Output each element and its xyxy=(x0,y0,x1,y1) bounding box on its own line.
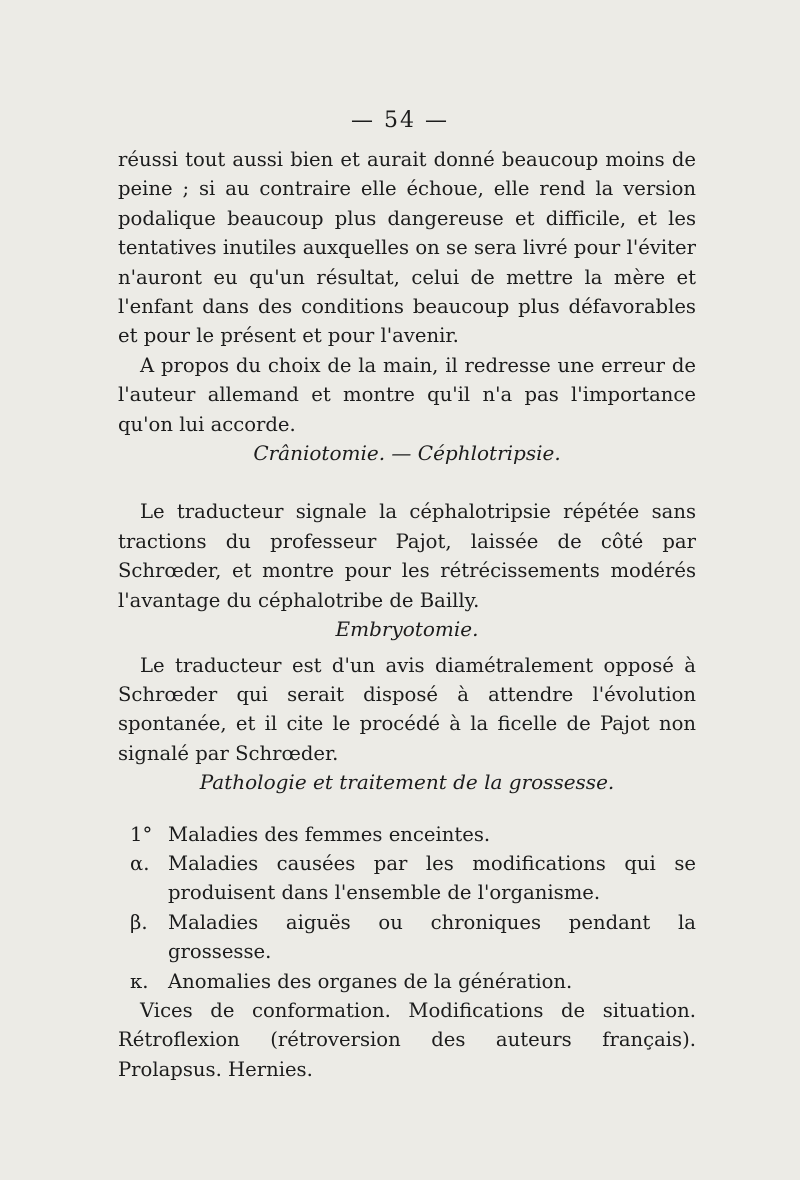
paragraph-vices-conformation: Vices de conformation. Modifications de situation. Rétroflexion (rétroversion des auteurs français). Prolapsus. Hernies. xyxy=(118,998,696,1081)
list-item-text: Maladies causées par les modifications qui se produisent dans l'ensemble de l'organisme. xyxy=(168,851,696,905)
list-item-text: Maladies aiguës ou chroniques pendant la grossesse. xyxy=(168,910,696,964)
list-item xyxy=(118,908,696,967)
paragraph-choix-main: A propos du choix de la main, il redresse une erreur de l'auteur allemand et montre qu'il n'a pas l'importance qu'on lui accorde. xyxy=(118,353,696,436)
list-marker: α. xyxy=(130,851,150,875)
list-item xyxy=(118,967,696,996)
list-item xyxy=(118,849,696,908)
page-body xyxy=(118,145,696,1084)
list-item-text: Maladies des femmes enceintes. xyxy=(168,822,491,846)
list-item xyxy=(118,820,696,849)
paragraph-cephalotripsie: Le traducteur signale la céphalotripsie répétée sans tractions du professeur Pajot, laissée de côté par Schrœder, et montre pour les rétrécissements modérés l'avantage du céphalotribe de Bailly. xyxy=(118,500,696,612)
page-number: — 54 — xyxy=(351,108,449,133)
list-marker: 1° xyxy=(130,822,153,846)
section-heading-embryotomie: Embryotomie. xyxy=(335,617,479,642)
section-heading-pathologie: Pathologie et traitement de la grossesse. xyxy=(199,770,615,795)
list-item-text: Anomalies des organes de la génération. xyxy=(168,969,573,993)
spacer xyxy=(118,798,696,820)
section-heading-craniotomie: Crâniotomie. — Céphlotripsie. xyxy=(253,441,561,466)
spacer xyxy=(118,468,696,497)
paragraph-embryotomie: Le traducteur est d'un avis diamétralement opposé à Schrœder qui serait disposé à attendre l'évolution spontanée, et il cite le procédé à la ficelle de Pajot non signalé par Schrœder. xyxy=(118,653,696,765)
paragraph-continuation: réussi tout aussi bien et aurait donné beaucoup moins de peine ; si au contraire elle échoue, elle rend la version podalique beaucoup plus dangereuse et difficile, et les tentatives inutiles auxquelles on se sera livré pour l'éviter n'auront eu qu'un résultat, celui de mettre la mère et l'enfant dans des conditions beaucoup plus défavorables et pour le présent et pour l'avenir. xyxy=(118,148,696,348)
list-marker: β. xyxy=(130,910,148,934)
list-marker: κ. xyxy=(130,969,149,993)
